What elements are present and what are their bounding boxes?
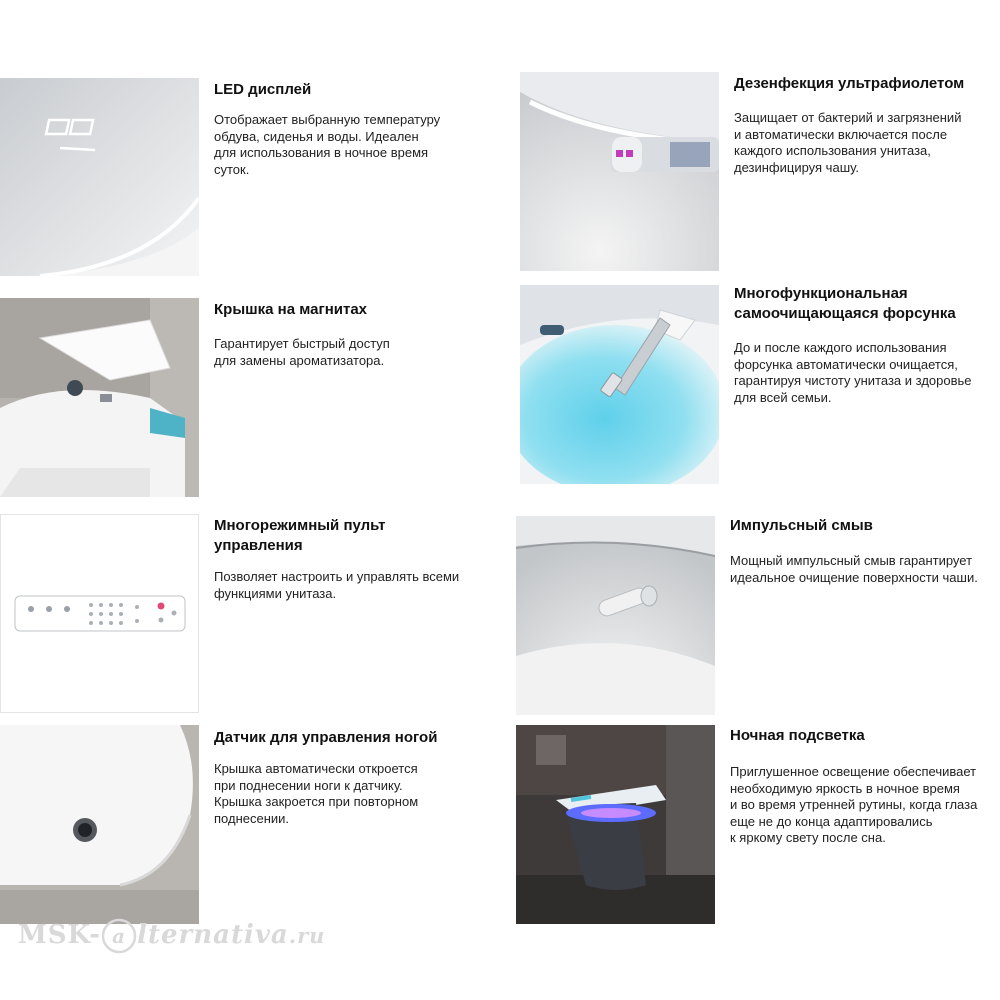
- feature-title-night-light: Ночная подсветка: [730, 727, 865, 744]
- feature-desc-uv: Защищает от бактерий и загрязнений и автоматически включается после каждого использования унитаза, дезинфицируя чашу.: [734, 110, 962, 175]
- watermark-text-left: MSK-: [18, 920, 102, 950]
- feature-title-flush: Импульсный смыв: [730, 517, 873, 534]
- foot-sensor-image: [0, 725, 199, 924]
- uv-disinfection-image: [520, 72, 719, 271]
- watermark-a-icon: [101, 918, 137, 954]
- nozzle-image: [520, 285, 719, 484]
- feature-desc-foot-sensor: Крышка автоматически откроется при поднесении ноги к датчику. Крышка закроется при повторном поднесении.: [214, 761, 419, 826]
- magnetic-lid-image: [0, 298, 199, 497]
- feature-desc-lid: Гарантирует быстрый доступ для замены ароматизатора.: [214, 336, 390, 368]
- feature-desc-nozzle: До и после каждого использования форсунка автоматически очищается, гарантируя чистоту унитаза и здоровье для всей семьи.: [734, 340, 972, 405]
- feature-desc-flush: Мощный импульсный смыв гарантирует идеальное очищение поверхности чаши.: [730, 553, 978, 585]
- remote-control-image: [0, 514, 199, 713]
- watermark-domain: .ru: [288, 923, 326, 948]
- led-display-image: [0, 78, 199, 276]
- watermark-logo: [18, 918, 325, 954]
- watermark-text-right: lternativa: [137, 920, 289, 950]
- feature-title-nozzle: Многофункциональная самоочищающаяся форсунка: [734, 285, 956, 322]
- feature-title-lid: Крышка на магнитах: [214, 301, 368, 318]
- night-light-image: [516, 725, 715, 924]
- feature-title-uv: Дезенфекция ультрафиолетом: [734, 75, 965, 92]
- feature-title-remote: Многорежимный пульт управления: [214, 517, 386, 554]
- pulse-flush-image: [516, 516, 715, 715]
- svg-text:a: a: [112, 924, 127, 948]
- feature-title-foot-sensor: Датчик для управления ногой: [214, 729, 438, 746]
- feature-desc-remote: Позволяет настроить и управлять всеми функциями унитаза.: [214, 569, 460, 601]
- feature-title-led: LED дисплей: [214, 81, 312, 98]
- feature-desc-night-light: Приглушенное освещение обеспечивает необходимую яркость в ночное время и во время утренней рутины, когда глаза еще не до конца адаптировались к яркому свету после сна.: [730, 764, 978, 845]
- feature-desc-led: Отображает выбранную температуру обдува, сиденья и воды. Идеален для использования в ночное время суток.: [214, 112, 441, 177]
